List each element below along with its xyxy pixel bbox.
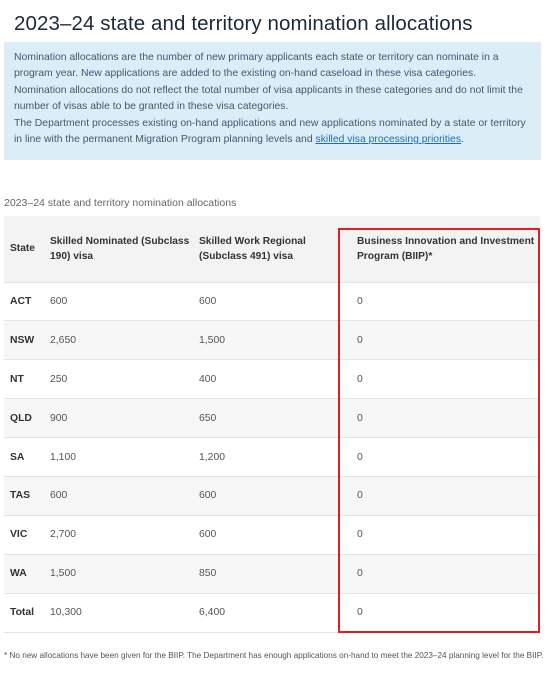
info-box [4,42,541,160]
cell-state: QLD [10,412,32,424]
cell-biip: 0 [357,607,363,619]
cell-state: VIC [10,529,28,541]
table-row [4,554,540,593]
table-row [4,282,540,321]
header-state: State [10,243,35,255]
cell-biip: 0 [357,334,363,346]
cell-state: ACT [10,295,32,307]
cell-biip: 0 [357,373,363,385]
cell-subclass-190: 600 [50,490,68,502]
allocations-table-wrapper [4,216,540,633]
cell-subclass-491: 1,500 [199,334,226,346]
cell-subclass-190: 1,500 [50,568,77,580]
cell-state: NT [10,373,24,385]
info-paragraph-3-text: The Department processes existing on-hand applications and new applications nominated by a state or territory in line with the permanent Migration Program planning levels and [14,118,526,145]
cell-subclass-190: 2,700 [50,529,77,541]
page-title: 2023–24 state and territory nomination allocations [14,12,473,35]
cell-subclass-491: 600 [199,490,217,502]
cell-biip: 0 [357,451,363,463]
table-row [4,438,540,477]
header-biip: Business Innovation and Investment Program (BIIP)* [357,235,535,262]
cell-subclass-190: 600 [50,295,68,307]
footnote: * No new allocations have been given for the BIIP. The Department has enough applications on-hand to meet the 2023–24 planning level for the BIIP. [4,651,544,660]
table-caption: 2023–24 state and territory nomination allocations [4,197,237,209]
cell-state: NSW [10,334,35,346]
cell-subclass-491: 6,400 [199,607,226,619]
skilled-visa-processing-priorities-link[interactable]: skilled visa processing priorities [315,134,462,145]
table-row [4,321,540,360]
cell-biip: 0 [357,295,363,307]
cell-subclass-491: 600 [199,295,217,307]
cell-subclass-190: 10,300 [50,607,82,619]
allocations-table [4,216,540,633]
cell-state: TAS [10,490,31,502]
cell-subclass-491: 400 [199,373,217,385]
cell-subclass-190: 1,100 [50,451,77,463]
table-row [4,593,540,632]
cell-subclass-491: 600 [199,529,217,541]
table-row [4,515,540,554]
table-body [4,282,540,632]
cell-state: SA [10,451,25,463]
table-row [4,360,540,399]
cell-subclass-190: 2,650 [50,334,77,346]
table-header-row [4,216,540,282]
cell-subclass-491: 850 [199,568,217,580]
info-paragraph-3 [14,116,532,148]
cell-subclass-491: 650 [199,412,217,424]
cell-biip: 0 [357,568,363,580]
table-row [4,476,540,515]
info-paragraph-3-end: . [461,134,464,145]
info-paragraph-2: Nomination allocations do not reflect the total number of visa applicants in these categories and do not limit the number of visas able to be granted in these visa categories. [14,85,523,112]
cell-subclass-491: 1,200 [199,451,226,463]
cell-subclass-190: 900 [50,412,68,424]
cell-state: WA [10,568,27,580]
header-subclass-190: Skilled Nominated (Subclass 190) visa [50,235,190,262]
table-row [4,399,540,438]
cell-biip: 0 [357,412,363,424]
cell-subclass-190: 250 [50,373,68,385]
cell-biip: 0 [357,529,363,541]
header-subclass-491: Skilled Work Regional (Subclass 491) visa [199,235,306,262]
cell-biip: 0 [357,490,363,502]
info-paragraph-1: Nomination allocations are the number of new primary applicants each state or territory can nominate in a program year. New applications are added to the existing on-hand caseload in these visa categories. [14,52,499,79]
cell-state: Total [10,607,35,619]
